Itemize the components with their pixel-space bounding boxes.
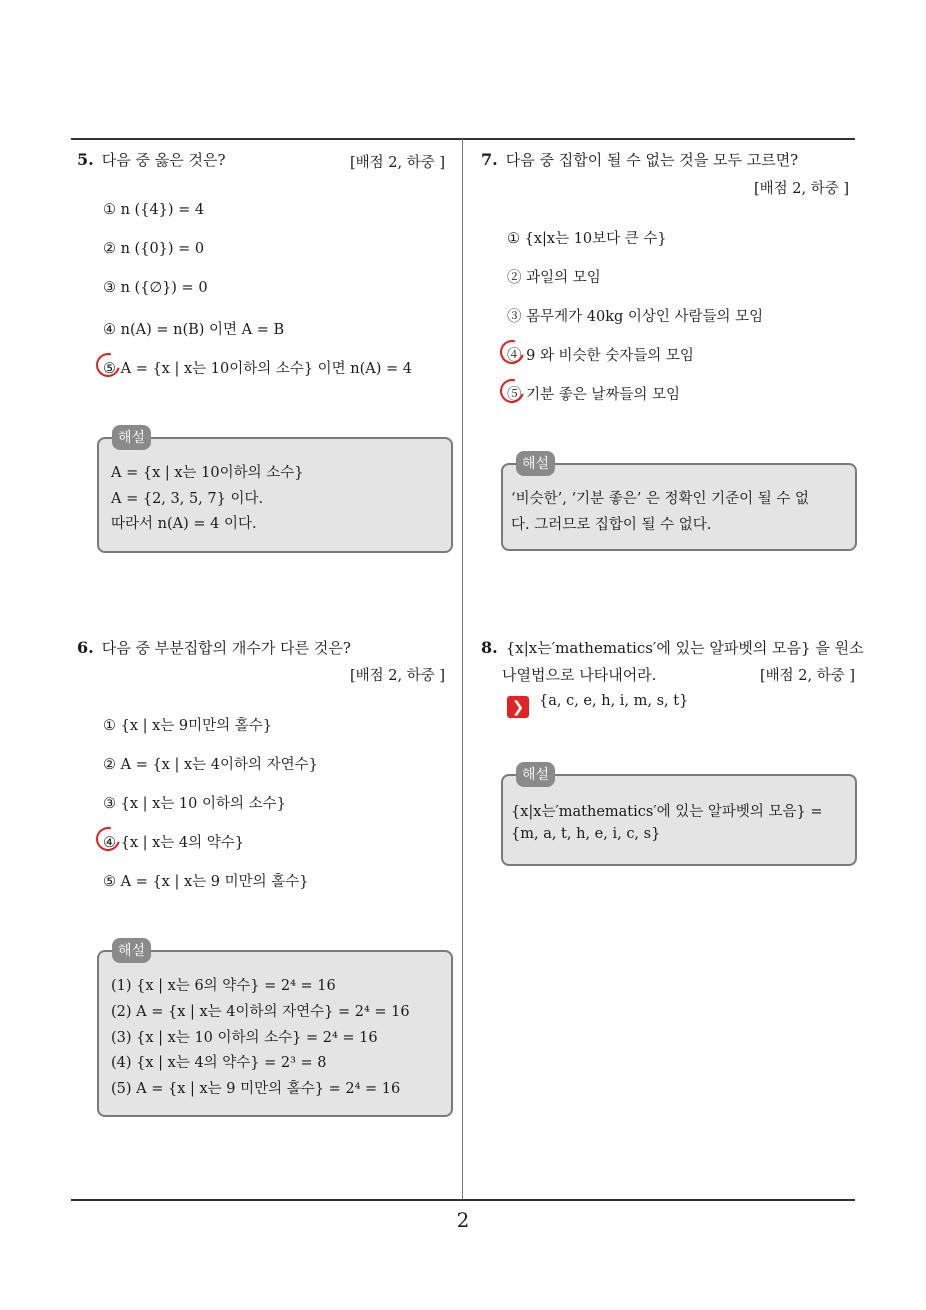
explanation-line: {m, a, t, h, e, i, c, s} (511, 826, 661, 842)
explanation-line: 다. 그러므로 집합이 될 수 없다. (511, 517, 712, 533)
question-5 (77, 149, 225, 170)
question-7 (481, 149, 798, 170)
q7-option-5[interactable]: ⑤ 기분 좋은 날짜들의 모임 (507, 387, 681, 403)
question-6-meta: [배점 2, 하중 ] (350, 668, 446, 684)
question-text: 다음 중 옳은 것은? (101, 151, 226, 169)
explanation-line: (1) {x | x는 6의 약수} = 2⁴ = 16 (111, 978, 336, 994)
q5-option-5[interactable]: ⑤ A = {x | x는 10이하의 소수} 이면 n(A) = 4 (103, 361, 413, 377)
question-number: 6. (77, 638, 94, 657)
question-7-meta: [배점 2, 하중 ] (754, 181, 850, 197)
q6-option-3[interactable]: ③ {x | x는 10 이하의 소수} (103, 796, 286, 812)
answer-text: {a, c, e, h, i, m, s, t} (539, 693, 689, 709)
question-6 (77, 637, 351, 658)
q6-option-1[interactable]: ① {x | x는 9미만의 홀수} (103, 718, 273, 734)
q7-option-4[interactable]: ④ 9 와 비슷한 숫자들의 모임 (507, 348, 694, 364)
question-number: 8. (481, 638, 498, 657)
bottom-rule (71, 1199, 855, 1201)
explanation-line: ‘비슷한’, ‘기분 좋은’ 은 정확인 기준이 될 수 없 (511, 491, 810, 507)
chevron-right-icon: ❯ (507, 696, 529, 718)
explanation-tag: 해설 (516, 762, 555, 787)
question-text: 다음 중 집합이 될 수 없는 것을 모두 고르면? (505, 151, 799, 169)
question-8 (481, 637, 864, 658)
question-text: {x|x는′mathematics′에 있는 알파벳의 모음} 을 원소 (505, 639, 864, 657)
question-8-text-line2: 나열법으로 나타내어라. (502, 666, 657, 684)
explanation-line: (2) A = {x | x는 4이하의 자연수} = 2⁴ = 16 (111, 1004, 410, 1020)
explanation-tag: 해설 (112, 425, 151, 450)
explanation-tag: 해설 (112, 938, 151, 963)
q7-explanation-box (501, 463, 857, 551)
explanation-tag: 해설 (516, 451, 555, 476)
q5-explanation-box (97, 437, 453, 553)
q7-option-2[interactable]: ② 과일의 모임 (507, 270, 601, 286)
question-number: 5. (77, 150, 94, 169)
q6-option-4[interactable]: ④ {x | x는 4의 약수} (103, 835, 244, 851)
q5-option-1[interactable]: ① n ({4}) = 4 (103, 202, 205, 218)
q6-explanation-box (97, 950, 453, 1117)
explanation-line: (4) {x | x는 4의 약수} = 2³ = 8 (111, 1055, 327, 1071)
column-divider (462, 139, 463, 1200)
q7-option-1[interactable]: ① {x|x는 10보다 큰 수} (507, 231, 667, 247)
q5-option-3[interactable]: ③ n ({∅}) = 0 (103, 280, 208, 296)
q5-option-2[interactable]: ② n ({0}) = 0 (103, 241, 205, 257)
question-number: 7. (481, 150, 498, 169)
q8-explanation-box (501, 774, 857, 866)
explanation-line: (5) A = {x | x는 9 미만의 홀수} = 2⁴ = 16 (111, 1081, 401, 1097)
q6-option-5[interactable]: ⑤ A = {x | x는 9 미만의 홀수} (103, 874, 309, 890)
explanation-line: (3) {x | x는 10 이하의 소수} = 2⁴ = 16 (111, 1030, 378, 1046)
explanation-line: {x|x는′mathematics′에 있는 알파벳의 모음} = (511, 804, 823, 820)
q5-option-4[interactable]: ④ n(A) = n(B) 이면 A = B (103, 322, 285, 338)
question-5-meta: [배점 2, 하중 ] (350, 155, 446, 171)
explanation-line: A = {2, 3, 5, 7} 이다. (111, 491, 264, 507)
page-number: 2 (456, 1208, 470, 1232)
top-rule (71, 138, 855, 140)
explanation-line: A = {x | x는 10이하의 소수} (111, 465, 304, 481)
q7-option-3[interactable]: ③ 몸무게가 40kg 이상인 사람들의 모임 (507, 309, 764, 325)
question-text: 다음 중 부분집합의 개수가 다른 것은? (101, 639, 351, 657)
explanation-line: 따라서 n(A) = 4 이다. (111, 516, 257, 532)
question-8-meta: [배점 2, 하중 ] (760, 668, 856, 684)
q6-option-2[interactable]: ② A = {x | x는 4이하의 자연수} (103, 757, 318, 773)
